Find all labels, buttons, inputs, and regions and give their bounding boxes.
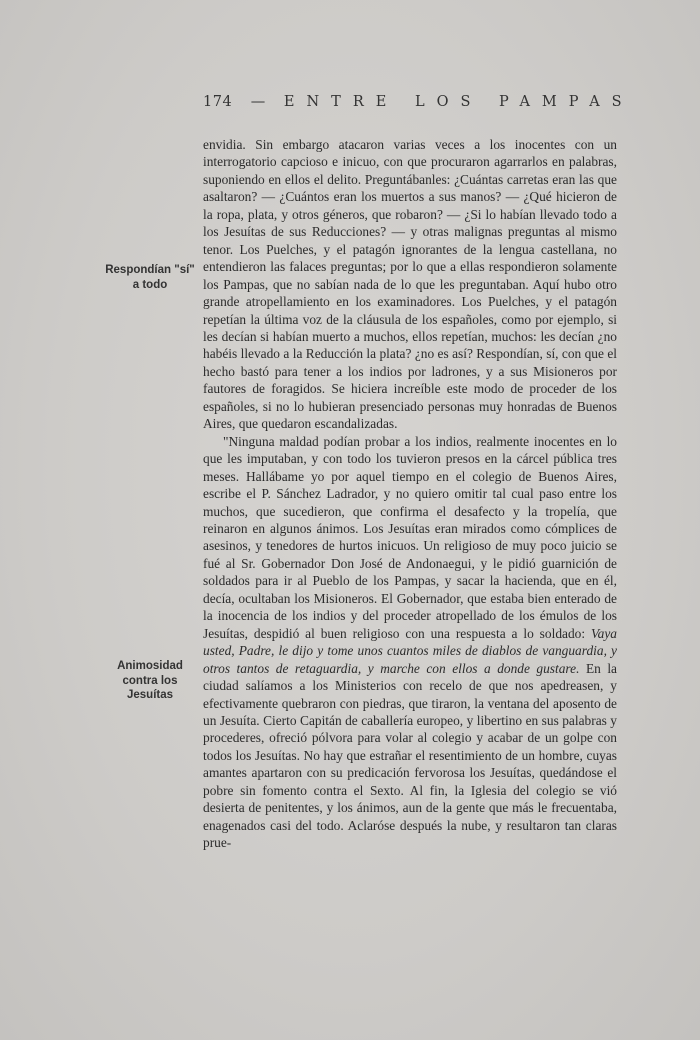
paragraph-1: envidia. Sin embargo atacaron varias veces a los inocentes con un interrogatorio capcioso e inicuo, con que procuraron agarrarlos en palabras, suponiendo en ellos el delito. Preguntábanles: ¿Cuántas carretas eran las que asaltaron? — ¿Cuántos eran los muertos a sus manos? — ¿Qué hicieron de la ropa, plata, y otros géneros, que robaron? — ¿Si lo habían llevado todo a los Jesuítas de sus Reducciones? — y otras malignas preguntas al mismo tenor. Los Puelches, y el patagón ignorantes de la lengua castellana, no entendieron las falaces preguntas; por lo que a ellas respondieron solamente los Pampas, que no sabían nada de lo que les preguntaban. Aquí hubo otro grande atropellamiento en los examinadores. Los Puelches, y el patagón repetían la última voz de la cláusula de los españoles, como por ejemplo, si les decían si habían muerto a muchos, ellos repetían, muchos: les decían ¿no habéis llevado a la Reducción la plata? ¿no es así? Respondían, sí, con que el hecho bastó para tener a los indios por ladrones, y a sus Misioneros por fautores de foragidos. Se hiciera increíble este modo de proceder de los españoles, si no lo hubieran presenciado personas muy honradas de Buenos Aires, que quedaron escandalizadas.	[203, 137, 617, 432]
paragraph-2-part-1: "Ninguna maldad podían probar a los indios, realmente inocentes en lo que les imputaban, y con todo los tuvieron presos en la cárcel pública tres meses. Hallábame yo por aquel tiempo en el colegio de Buenos Aires, escribe el P. Sánchez Ladrador, y no quiero omitir tal cual paso entre los muchos, que sucedieron, que confirma el desafecto y la tropelía, que reinaron en algunos ánimos. Los Jesuítas eran mirados como cómplices de asesinos, y tenedores de hurtos inicuos. Un religioso de muy poco juicio se fué al Sr. Gobernador Don José de Andonaegui, y le pidió guarnición de soldados para ir al Pueblo de los Pampas, y sacar la hacienda, que en él, decía, ocultaban los Misioneros. El Gobernador, que estaba bien enterado de la inocencia de los indios y del proceder atropellado de los émulos de los Jesuítas, despidió al buen religioso con una respuesta a lo soldado:	[203, 433, 617, 641]
margin-note-animosidad: Animosidad contra los Jesuítas	[117, 660, 183, 701]
paragraph-2-part-2: En la ciudad salíamos a los Ministerios con recelo de que nos apedreasen, y efectivamente quebraron con piedras, que tiraron, la ventana del aposento de un Jesuíta. Cierto Capitán de caballería europeo, y libertino en sus palabras y procederes, ofreció pólvora para volar al colegio y acabar de un golpe con todos los Jesuítas. No hay que estrañar el resentimiento de un hombre, cuyas amantes apartaron con su predicación fervorosa los Jesuítas, quedándose el pobre sin fomento contra el Sexto. Al fin, la Iglesia del colegio se vió desierta de penitentes, y los ánimos, aun de la gente que más le frecuentaba, enagenados casi del todo. Aclaróse después la nube, y resultaron tan claras prue-	[203, 660, 617, 851]
running-header	[203, 94, 634, 110]
margin-note-respondian: Respondían "sí" a todo	[105, 264, 195, 291]
page-number: 174	[203, 94, 233, 110]
header-separator: —	[250, 94, 266, 110]
body-text	[203, 136, 617, 852]
paragraph-2	[203, 433, 617, 852]
paragraph-2-italic-quote: Vaya usted, Padre, le dijo y tome unos cuantos miles de diablos de vanguardia, y otros tantos de retaguardia, y marche con ellos a donde gustare.	[203, 625, 617, 676]
running-title: ENTRE LOS PAMPAS	[283, 94, 634, 110]
